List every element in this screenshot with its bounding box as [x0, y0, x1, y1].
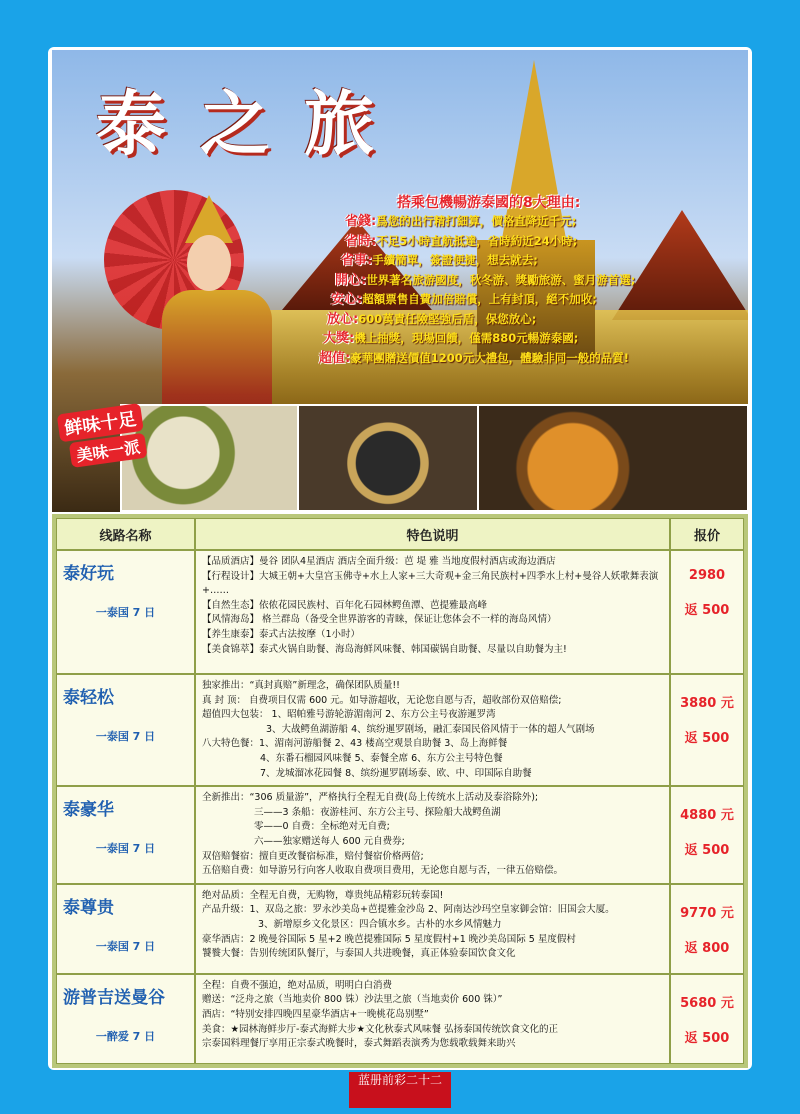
price-rebate: 返 800: [684, 940, 730, 956]
food-photo-curry: [477, 404, 749, 512]
route-days: 一泰国 7 日: [95, 842, 156, 856]
desc-cell: 全新推出：“306 质量游”，严格执行全程无自费(岛上传统水上活动及泰浴除外); 三——3 条船：夜游桂河、东方公主号、探险船大战鳄鱼湖 零——0 自费：全标绝对无自费; 六——独家赠送每人 600 元自费券; 双倍赔餐宿：擅自更改餐宿标准，赔付餐宿价格两倍; 五倍赔自费：如导游另行向客人收取自费项目费用，无论您自愿与否，一律五倍赔偿。: [195, 786, 670, 884]
reason-line: 省事:手續簡單，簽證便捷，想去就去;: [341, 253, 538, 268]
col-header-route: 线路名称: [56, 518, 195, 550]
page-footer-label: 蓝册前彩二十二: [349, 1072, 451, 1108]
desc-cell: 绝对品质：全程无自费，无购物，尊贵纯品精彩玩转泰国! 产品升级：1、双岛之旅：罗永沙美岛+芭提雅金沙岛 2、阿南达沙玛空皇家御会馆：旧国会大厦。 3、新增原乡文化景区：四合镇水乡。古朴的水乡风情魅力 豪华酒店：2 晚曼谷国际 5 星+2 晚芭提雅国际 5 星度假村+1 晚沙美岛国际 5 星度假村 饕餮大餐：告别传统团队餐厅，与泰国人共进晚餐，真正体验泰国饮食文化: [195, 884, 670, 974]
price-value: 5680 元: [680, 995, 734, 1011]
price-cell: [670, 674, 744, 786]
route-cell: [56, 550, 195, 674]
table-row: [56, 884, 744, 974]
route-days: 一泰国 7 日: [95, 606, 156, 619]
reason-line: 大獎:機上抽獎，現場回饋，僅需880元暢游泰國;: [323, 331, 579, 346]
route-name: 泰好玩: [63, 564, 114, 584]
route-days: 一泰国 7 日: [95, 730, 156, 743]
reason-line: 省時:不足5小時直航抵達，省時約近24小時;: [345, 233, 578, 249]
route-cell: [56, 786, 195, 884]
col-header-desc: 特色说明: [195, 518, 670, 550]
desc-cell: 【品质酒店】曼谷 团队4星酒店 酒店全面升级：芭 堤 雅 当地度假村酒店或海边酒店 【行程设计】大城王朝+大皇宫玉佛寺+水上人家+三大奇观+金三角民族村+四季水上村+曼谷人妖歌舞表演+…… 【自然生态】依侬花园民族村、百年化石园林鳄鱼潭、芭提雅最高峰 【风情海岛】 格兰群岛（备受全世界游客的青睐，保证让您体会不一样的海岛风情） 【养生康泰】泰式古法按摩（1小时） 【美食锦萃】泰式火锅自助餐、海岛海鲜风味餐、韩国碳锅自助餐、尽量以自助餐为主!: [195, 550, 670, 674]
route-days: 一泰国 7 日: [95, 939, 156, 953]
route-table: [52, 514, 748, 1068]
desc-cell: 独家推出：“真封真赔”新理念，确保团队质量!! 真 封 顶： 自费项目仅需 600 元。如导游超收，无论您自愿与否，超收部份双倍赔偿; 超值四大包装： 1、昭帕雅号游轮游湄南河 2、东方公主号夜游暹罗湾 3、大战鳄鱼湖游船 4、缤纷暹罗剧场，融汇泰国民俗风情于一体的超人气剧场 八大特色餐：1、湄南河游船餐 2、43 楼高空观景自助餐 3、岛上海鲜餐 4、东番石榴园风味餐 5、泰餐全席 6、东方公主号特色餐 7、龙城溜冰花园餐 8、缤纷暹罗剧场泰、欧、中、印国际自助餐: [195, 674, 670, 786]
price-cell: [670, 974, 744, 1064]
table-row: [56, 786, 744, 884]
price-cell: [670, 786, 744, 884]
price-value: 2980: [688, 568, 726, 583]
reasons-panel: [319, 192, 745, 368]
route-days: 一醉爱 7 日: [95, 1029, 156, 1043]
price-rebate: 返 500: [684, 843, 730, 859]
reasons-heading: 搭乘包機暢游泰國的8大理由:: [397, 195, 581, 211]
desc-cell: 全程：自费不强迫，绝对品质，明明白白消费 赠送：“泛舟之旅（当地卖价 800 铢）沙法里之旅（当地卖价 600 铢）” 酒店：“特别安排四晚四星豪华酒店+一晚桃花岛别墅” 美食：★园林海鲜步厅-泰式海鲜大步★文化秋泰式风味餐 弘扬泰国传统饮食文化的正 宗泰国料理餐厅享用正宗泰式晚餐时，泰式舞蹈表演秀为您载歌载舞来助兴: [195, 974, 670, 1064]
flavor-badge: 鲜味十足 美味一派: [57, 402, 156, 468]
price-rebate: 返 500: [684, 1030, 730, 1046]
price-value: 4880 元: [680, 808, 734, 824]
price-cell: [670, 550, 744, 674]
reason-line: 開心:世界著名旅游國度，秋冬游、獎勵旅游、蜜月游首選;: [335, 272, 636, 288]
route-name: 泰豪华: [63, 800, 114, 821]
col-header-price: 报价: [670, 518, 744, 550]
dancer-face: [187, 235, 231, 291]
table-row: [56, 674, 744, 786]
route-name: 游普吉送曼谷: [63, 987, 165, 1008]
reason-line: 安心:超額票售自費加倍賠償，上有封頂，絕不加收;: [331, 292, 597, 307]
price-cell: [670, 884, 744, 974]
route-cell: [56, 884, 195, 974]
reason-line: 省錢:爲您的出行精打細算，價格直降近千元;: [345, 214, 577, 229]
route-name: 泰尊贵: [63, 897, 114, 918]
price-value: 9770 元: [680, 905, 734, 921]
table-row: [56, 974, 744, 1064]
table-header-row: [56, 518, 744, 550]
hero-title: 泰之旅: [96, 82, 408, 165]
route-cell: [56, 674, 195, 786]
price-rebate: 返 500: [684, 603, 730, 618]
price-rebate: 返 500: [684, 731, 730, 746]
reason-line: 超值:豪華團贈送價值1200元大禮包，體驗非同一般的品質!: [319, 350, 629, 366]
table-row: [56, 550, 744, 674]
food-photo-seafood: [297, 404, 479, 512]
reason-line: 放心:600萬責任險堅強后盾，保您放心;: [327, 311, 537, 327]
route-cell: [56, 974, 195, 1064]
route-name: 泰轻松: [63, 688, 114, 708]
price-value: 3880 元: [680, 696, 734, 711]
